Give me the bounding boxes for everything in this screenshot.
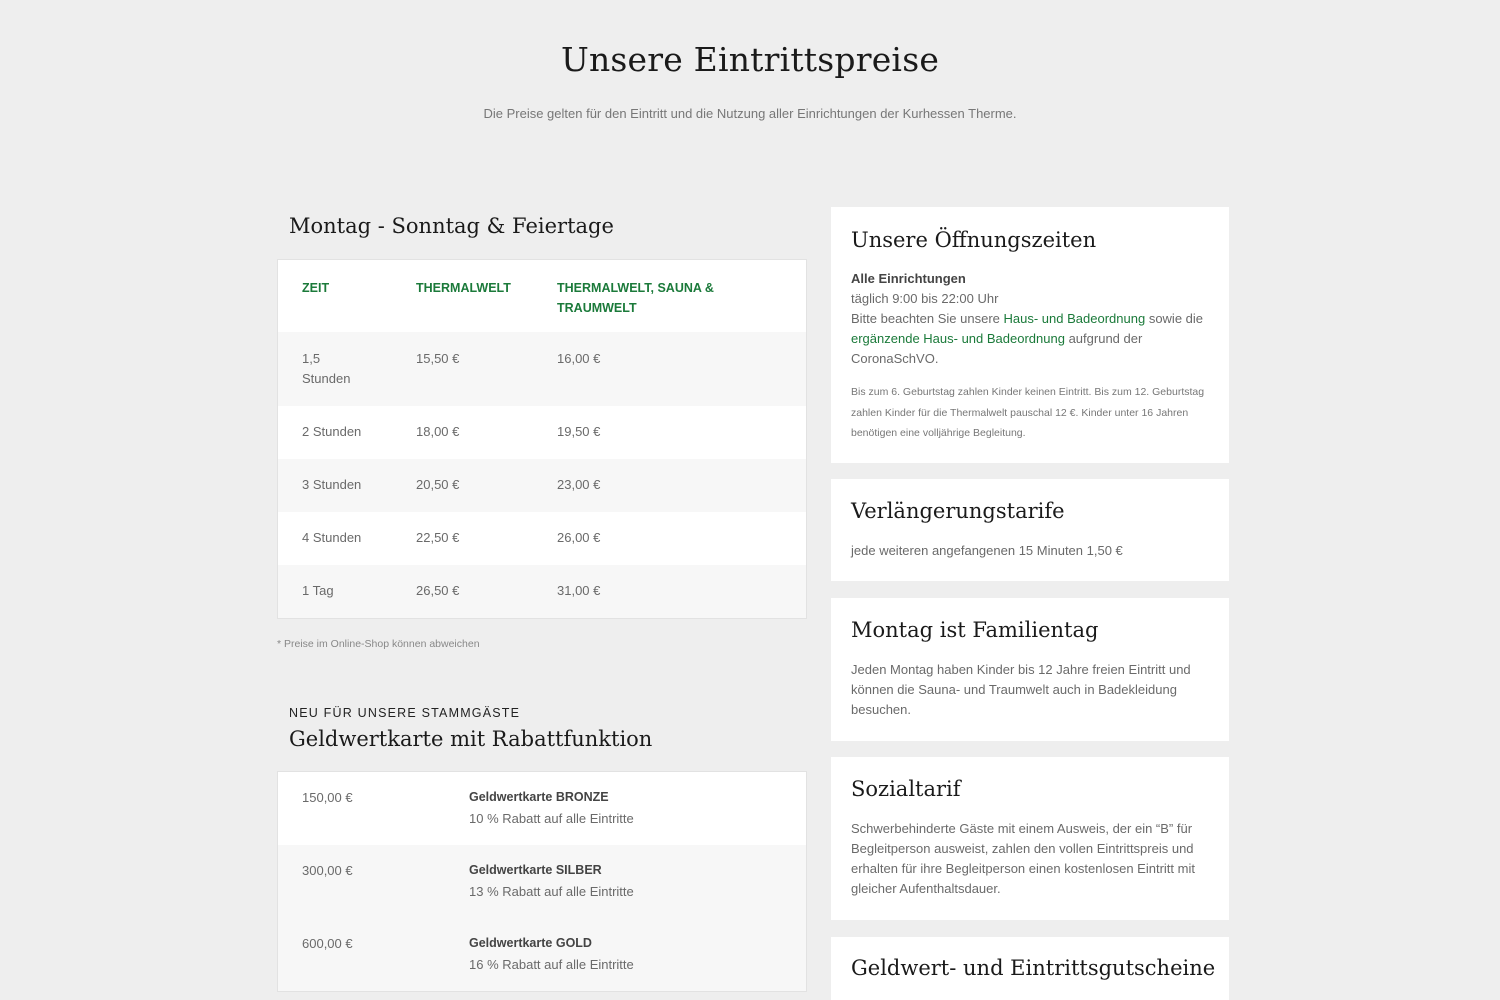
cell-thermalwelt: 18,00 € [416, 424, 460, 439]
table-row [278, 845, 806, 918]
social-tariff-card [831, 757, 1229, 920]
card-name: Geldwertkarte SILBER [469, 863, 602, 877]
cell-sauna: 19,50 € [557, 424, 601, 439]
family-day-card [831, 598, 1229, 741]
column-header-thermalwelt: THERMALWELT [416, 281, 511, 295]
table-row [278, 772, 806, 845]
card-description: 16 % Rabatt auf alle Eintritte [469, 957, 634, 972]
social-tariff-text: Schwerbehinderte Gäste mit einem Ausweis, der ein “B” für Begleitperson ausweist, zahlen den vollen Eintrittspreis und erhalten für ihre Begleitperson einen kostenlosen Eintritt mit gleicher Aufenthaltsdauer. [851, 821, 1195, 896]
page-title: Unsere Eintrittspreise [560, 40, 940, 79]
vouchers-title: Geldwert- und Eintrittsgutscheine [851, 956, 1216, 980]
cell-zeit: 2 Stunden [302, 424, 362, 439]
stammgaeste-eyebrow: NEU FÜR UNSERE STAMMGÄSTE [289, 706, 521, 720]
family-day-text: Jeden Montag haben Kinder bis 12 Jahre freien Eintritt und können die Sauna- und Traumwelt auch in Badekleidung besuchen. [851, 662, 1191, 717]
geldwertkarte-heading: Geldwertkarte mit Rabattfunktion [289, 727, 653, 751]
card-name: Geldwertkarte GOLD [469, 936, 592, 950]
cell-sauna: 16,00 € [557, 351, 601, 366]
price-table-header [278, 260, 806, 332]
table-row [278, 565, 806, 618]
family-day-title: Montag ist Familientag [851, 618, 1099, 642]
children-note: Bis zum 6. Geburtstag zahlen Kinder keinen Eintritt. Bis zum 12. Geburtstag zahlen Kinder für die Thermalwelt pauschal 12 €. Kinder unter 16 Jahren benötigen eine volljährige Begleitung. [851, 386, 1205, 439]
column-header-zeit: ZEIT [302, 281, 330, 295]
table-row [278, 332, 806, 406]
cell-thermalwelt: 22,50 € [416, 530, 460, 545]
price-section-heading: Montag - Sonntag & Feiertage [289, 214, 614, 238]
cell-sauna: 26,00 € [557, 530, 601, 545]
cell-thermalwelt: 26,50 € [416, 583, 460, 598]
table-row [278, 459, 806, 512]
extension-card [831, 479, 1229, 581]
opening-hours-time: täglich 9:00 bis 22:00 Uhr [851, 291, 999, 306]
card-description: 10 % Rabatt auf alle Eintritte [469, 811, 634, 826]
vouchers-card [831, 937, 1229, 1000]
card-name: Geldwertkarte BRONZE [469, 790, 609, 804]
haus-badeordnung-link[interactable]: Haus- und Badeordnung [1003, 311, 1146, 326]
table-row [278, 512, 806, 565]
geldwertkarte-table [277, 771, 807, 992]
cell-zeit: 1 Tag [302, 583, 334, 598]
table-row [278, 918, 806, 991]
cell-zeit: 3 Stunden [302, 477, 362, 492]
opening-hours-title: Unsere Öffnungszeiten [851, 228, 1097, 252]
ergaenzende-badeordnung-link[interactable]: ergänzende Haus- und Badeordnung [851, 331, 1065, 346]
opening-hours-text: Alle Einrichtungen täglich 9:00 bis 22:00 Uhr Bitte beachten Sie unsere Haus- und Badeordnung sowie die ergänzende Haus- und Badeordnung aufgrund der CoronaSchVO. [851, 271, 1204, 366]
cell-zeit: 1,5 Stunden [302, 351, 351, 386]
card-price: 600,00 € [302, 936, 353, 951]
opening-hours-label: Alle Einrichtungen [851, 271, 966, 286]
social-tariff-title: Sozialtarif [851, 777, 961, 801]
page-subtitle: Die Preise gelten für den Eintritt und die Nutzung aller Einrichtungen der Kurhessen Therme. [483, 106, 1017, 121]
card-description: 13 % Rabatt auf alle Eintritte [469, 884, 634, 899]
extension-text: jede weiteren angefangenen 15 Minuten 1,50 € [851, 543, 1123, 558]
cell-thermalwelt: 15,50 € [416, 351, 460, 366]
cell-thermalwelt: 20,50 € [416, 477, 460, 492]
cell-sauna: 23,00 € [557, 477, 601, 492]
cell-zeit: 4 Stunden [302, 530, 362, 545]
online-shop-note: * Preise im Online-Shop können abweichen [277, 638, 480, 650]
opening-hours-card [831, 207, 1229, 463]
card-price: 300,00 € [302, 863, 353, 878]
column-header-sauna-traumwelt: THERMALWELT, SAUNA & TRAUMWELT [557, 281, 714, 315]
extension-title: Verlängerungstarife [851, 499, 1065, 523]
cell-sauna: 31,00 € [557, 583, 601, 598]
table-row [278, 406, 806, 459]
price-table [277, 259, 807, 619]
card-price: 150,00 € [302, 790, 353, 805]
